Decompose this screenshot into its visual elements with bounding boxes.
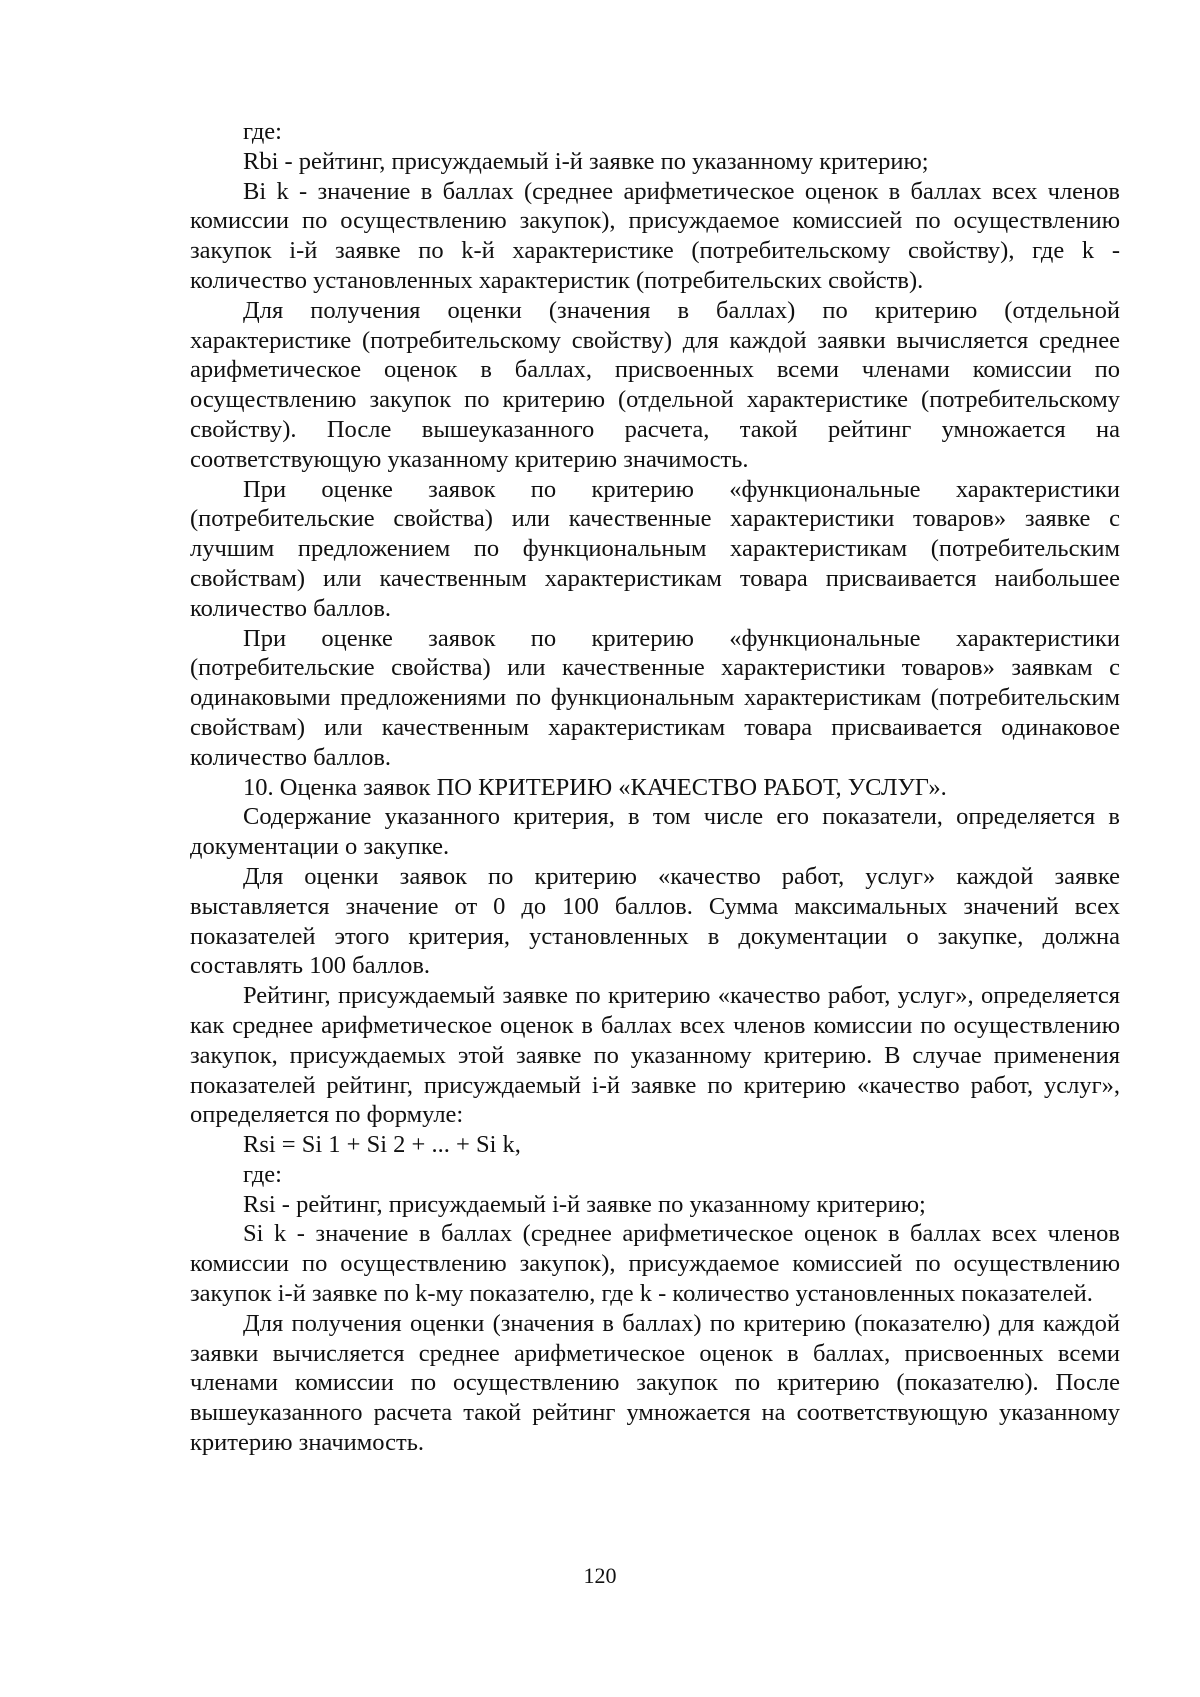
paragraph-quality-scoring: Для оценки заявок по критерию «качество работ, услуг» каждой заявке выставляется значение от 0 до 100 баллов. Сумма максимальных значений всех показателей этого критерия, установленных в документации о закупке, должна составлять 100 баллов. xyxy=(190,862,1120,980)
paragraph-where-1: где: xyxy=(243,118,282,145)
paragraph-bik-definition: Bi k - значение в баллах (среднее арифметическое оценок в баллах всех членов комиссии по осуществлению закупок), присуждаемое комиссией по осуществлению закупок i-й заявке по k-й характеристике (потребительскому свойству), где k - количество установленных характеристик (потребительских свойств). xyxy=(190,177,1120,294)
paragraph-sik-definition: Si k - значение в баллах (среднее арифметическое оценок в баллах всех членов комиссии по осуществлению закупок), присуждаемое комиссией по осуществлению закупок i-й заявке по k-му показателю, где k - количество установленных показателей. xyxy=(190,1220,1120,1308)
formula-rsi: Rsi = Si 1 + Si 2 + ... + Si k, xyxy=(243,1131,521,1159)
paragraph-best-offer: При оценке заявок по критерию «функциональные характеристики (потребительские свойства) или качественные характеристики товаров» заявке с лучшим предложением по функциональным характеристикам (потребительским свойствам) или качественным характеристикам товара присваивается наибольшее количество баллов. xyxy=(190,475,1120,622)
paragraph-where-2: где: xyxy=(243,1160,282,1188)
page-number: 120 xyxy=(583,1563,617,1588)
paragraph-rsi-definition: Rsi - рейтинг, присуждаемый i-й заявке по указанному критерию; xyxy=(243,1190,926,1218)
paragraph-criterion-content: Содержание указанного критерия, в том числе его показатели, определяется в документации о закупке. xyxy=(190,803,1120,861)
paragraph-quality-rating: Рейтинг, присуждаемый заявке по критерию «качество работ, услуг», определяется как среднее арифметическое оценок в баллах всех членов комиссии по осуществлению закупок, присуждаемых этой заявке по указанному критерию. В случае применения показателей рейтинг, присуждаемый i-й заявке по критерию «качество работ, услуг», определяется по формуле: xyxy=(190,982,1120,1129)
section-heading-quality: 10. Оценка заявок ПО КРИТЕРИЮ «КАЧЕСТВО РАБОТ, УСЛУГ». xyxy=(243,773,947,801)
paragraph-score-calculation: Для получения оценки (значения в баллах) по критерию (отдельной характеристике (потребительскому свойству) для каждой заявки вычисляется среднее арифметическое оценок в баллах, присвоенных всеми членами комиссии по осуществлению закупок по критерию (отдельной характеристике (потребительскому свойству). После вышеуказанного расчета, такой рейтинг умножается на соответствующую указанному критерию значимость. xyxy=(190,296,1120,473)
paragraph-rbi-definition: Rbi - рейтинг, присуждаемый i-й заявке по указанному критерию; xyxy=(243,147,929,175)
paragraph-equal-offers: При оценке заявок по критерию «функциональные характеристики (потребительские свойства) или качественные характеристики товаров» заявкам с одинаковыми предложениями по функциональным характеристикам (потребительским свойствам) или качественным характеристикам товара присваивается одинаковое количество баллов. xyxy=(190,624,1120,771)
body-text xyxy=(190,117,1120,1458)
paragraph-indicator-calculation: Для получения оценки (значения в баллах) по критерию (показателю) для каждой заявки вычисляется среднее арифметическое оценок в баллах, присвоенных всеми членами комиссии по осуществлению закупок по критерию (показателю). После вышеуказанного расчета такой рейтинг умножается на соответствующую указанному критерию значимость. xyxy=(190,1309,1120,1457)
